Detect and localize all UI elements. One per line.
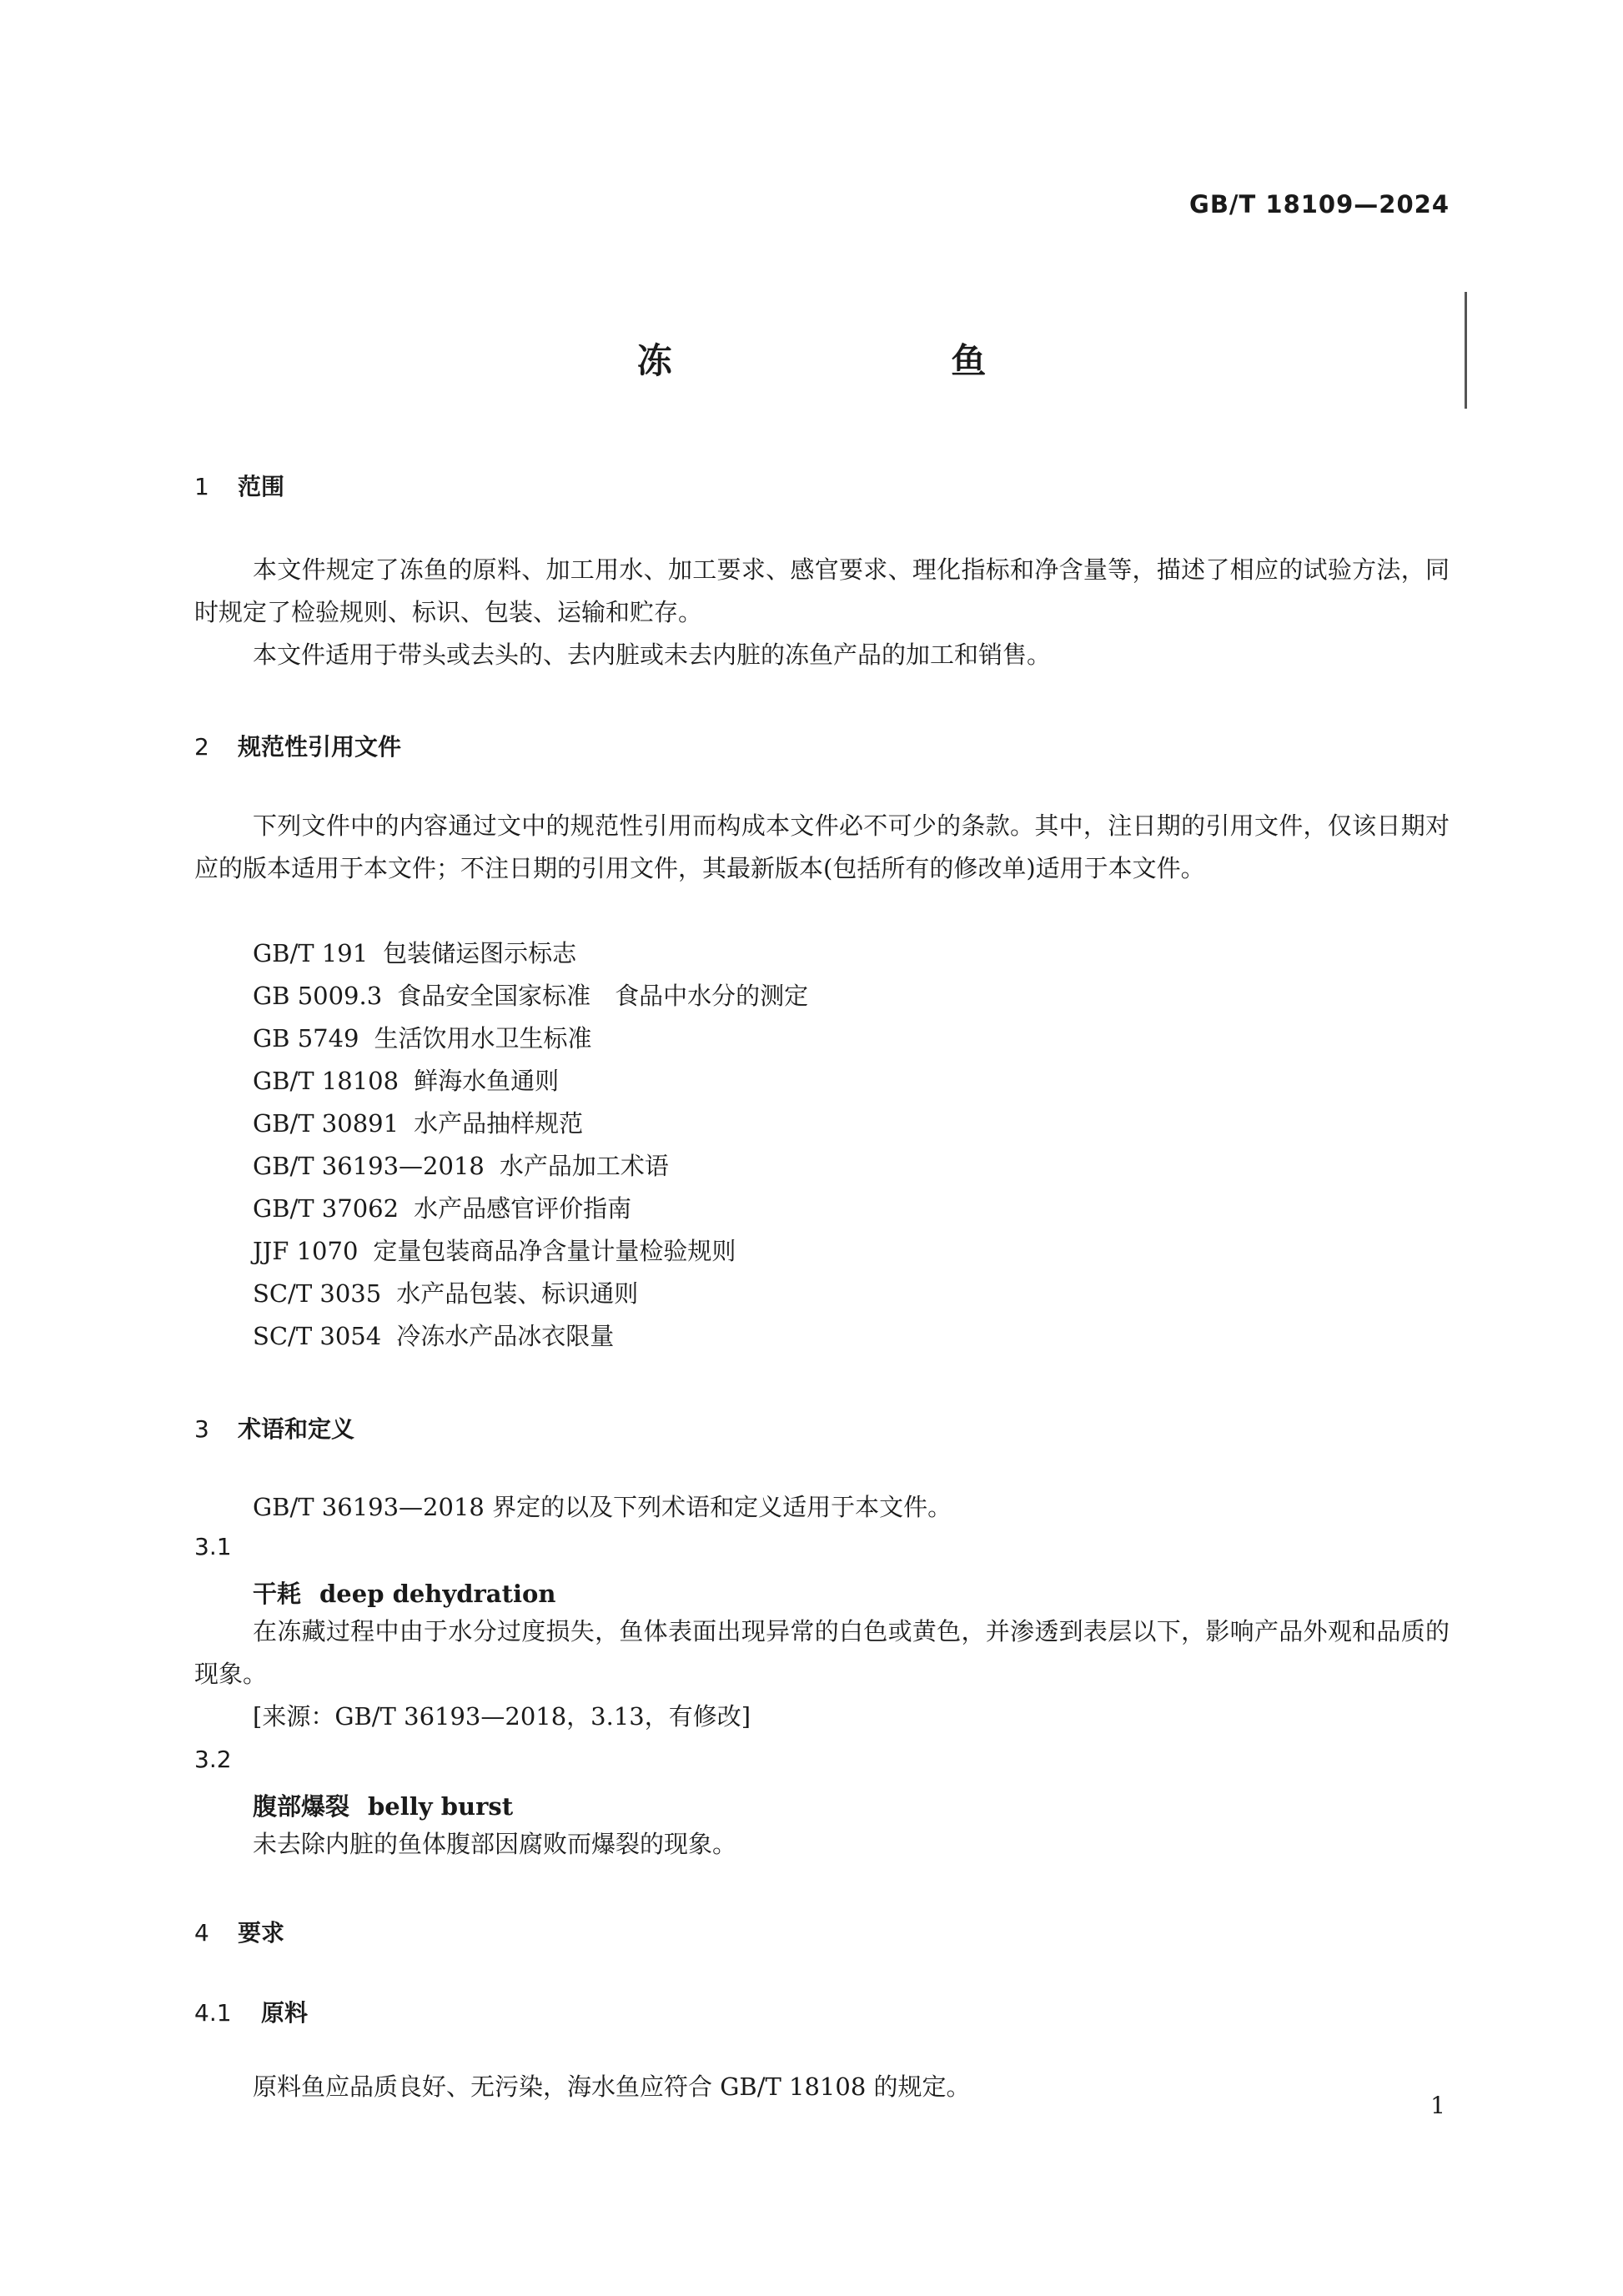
reference-title: 水产品感官评价指南: [414, 1194, 632, 1223]
reference-title: 水产品加工术语: [499, 1152, 669, 1180]
term-english: deep dehydration: [319, 1580, 556, 1608]
section-number: 1: [194, 473, 209, 500]
document-title: 冻 鱼: [636, 340, 1120, 381]
term-english: belly burst: [368, 1792, 514, 1821]
reference-title: 定量包装商品净含量计量检验规则: [373, 1237, 736, 1265]
reference-item: [253, 1318, 614, 1352]
reference-title: 鲜海水鱼通则: [414, 1067, 560, 1095]
subsection-number: 4.1: [194, 1999, 232, 2027]
reference-code: GB/T 191: [253, 939, 369, 967]
section-3-heading: [194, 1411, 354, 1444]
term-entry: [253, 1575, 555, 1610]
term-number: 3.1: [194, 1533, 232, 1560]
section-title: 要求: [238, 1919, 285, 1947]
term-source: [来源：GB/T 36193—2018，3.13，有修改]: [253, 1702, 751, 1731]
section-title: 规范性引用文件: [238, 733, 402, 761]
term-definition: 未去除内脏的鱼体腹部因腐败而爆裂的现象。: [253, 1830, 737, 1858]
reference-item: [253, 1275, 638, 1309]
reference-item: [253, 1105, 583, 1139]
section-4-heading: [194, 1915, 284, 1948]
reference-item: [253, 935, 576, 969]
reference-code: GB 5009.3: [253, 982, 383, 1010]
reference-code: GB/T 30891: [253, 1109, 399, 1138]
reference-title: 冷冻水产品冰衣限量: [396, 1322, 615, 1350]
section-1-heading: [194, 469, 284, 502]
subsection-title: 原料: [261, 1999, 309, 2027]
section-1-paragraph-1: 本文件规定了冻鱼的原料、加工用水、加工要求、感官要求、理化指标和净含量等，描述了相应的试验方法，同时规定了检验规则、标识、包装、运输和贮存。: [194, 555, 1450, 626]
page-number: 1: [1430, 2092, 1445, 2119]
reference-item: [253, 1233, 736, 1267]
reference-item: [253, 1148, 669, 1182]
reference-code: GB 5749: [253, 1024, 359, 1053]
term-number: 3.2: [194, 1746, 232, 1773]
subsection-4-1-heading: [194, 1995, 308, 2028]
reference-item: [253, 1190, 631, 1224]
section-2-heading: [194, 729, 401, 762]
reference-code: SC/T 3054: [253, 1322, 382, 1350]
section-number: 2: [194, 733, 209, 761]
term-definition: 在冻藏过程中由于水分过度损失，鱼体表面出现异常的白色或黄色，并渗透到表层以下，影响产品外观和品质的现象。: [194, 1617, 1450, 1688]
reference-code: GB/T 18108: [253, 1067, 399, 1095]
section-title: 范围: [238, 473, 285, 500]
term-entry: [253, 1788, 513, 1822]
section-number: 4: [194, 1919, 209, 1947]
reference-code: SC/T 3035: [253, 1279, 382, 1308]
section-1-paragraph-2: 本文件适用于带头或去头的、去内脏或未去内脏的冻鱼产品的加工和销售。: [253, 641, 1052, 669]
reference-item: [253, 1020, 592, 1054]
reference-title: 水产品包装、标识通则: [396, 1279, 639, 1308]
section-title: 术语和定义: [238, 1415, 355, 1443]
reference-title: 食品安全国家标准 食品中水分的测定: [397, 982, 809, 1010]
reference-title: 水产品抽样规范: [414, 1109, 584, 1138]
reference-title: 包装储运图示标志: [383, 939, 577, 967]
section-number: 3: [194, 1415, 209, 1443]
reference-item: [253, 1063, 559, 1097]
reference-code: GB/T 36193—2018: [253, 1152, 485, 1180]
term-chinese: 腹部爆裂: [253, 1792, 350, 1821]
reference-code: JJF 1070: [253, 1237, 359, 1265]
section-3-intro: GB/T 36193—2018 界定的以及下列术语和定义适用于本文件。: [253, 1493, 952, 1521]
reference-title: 生活饮用水卫生标准: [374, 1024, 592, 1053]
reference-code: GB/T 37062: [253, 1194, 399, 1223]
term-chinese: 干耗: [253, 1580, 302, 1608]
reference-item: [253, 977, 808, 1012]
section-2-intro: 下列文件中的内容通过文中的规范性引用而构成本文件必不可少的条款。其中，注日期的引用文件，仅该日期对应的版本适用于本文件；不注日期的引用文件，其最新版本(包括所有的修改单)适用于本文件。: [194, 811, 1450, 882]
subsection-4-1-text: 原料鱼应品质良好、无污染，海水鱼应符合 GB/T 18108 的规定。: [253, 2072, 971, 2101]
standard-code: GB/T 18109—2024: [1189, 190, 1450, 219]
